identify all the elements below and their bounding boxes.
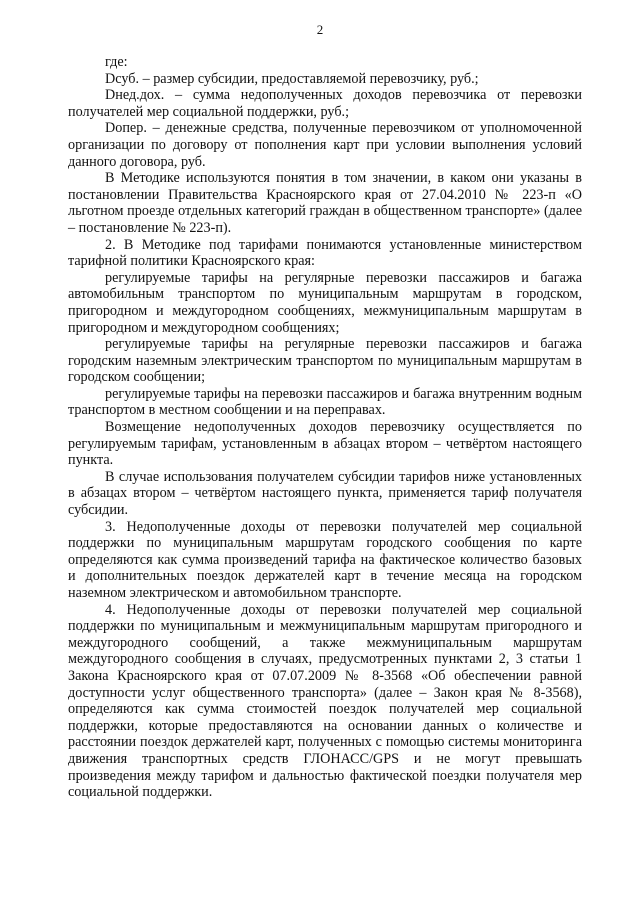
paragraph-section-4: 4. Недополученные доходы от перевозки получателей мер социальной поддержки по муниципальным и межмуниципальным маршрутам пригородного и междугородного сообщений, а также межмуниципальным маршрутам междугородного сообщения в случаях, предусмотренных пунктами 2, 3 статьи 1 Закона Красноярского края от 07.07.2009 № 8-3568 «Об обеспечении равной доступности услуг общественного транспорта» (далее – Закон края № 8-3568), определяются как сумма стоимостей поездок получателей мер социальной поддержки, которые предоставляются на основании данных о количестве и расстоянии поездок держателей карт, полученных с помощью системы мониторинга движения транспортных средств ГЛОНАСС/GPS и не могут превышать произведения между тарифом и дальностью фактической поездки получателя мер социальной поддержки. bbox=[68, 601, 582, 801]
paragraph-concepts: В Методике используются понятия в том значении, в каком они указаны в постановлении Правительства Красноярского края от 27.04.2010 № 223-п «О льготном проезде отдельных категорий граждан в общественном транспорте» (далее – постановление № 223-п). bbox=[68, 170, 582, 236]
paragraph-section-2: 2. В Методике под тарифами понимаются установленные министерством тарифной политики Красноярского края: bbox=[68, 236, 582, 270]
paragraph-dned-definition: Dнед.дох. – сумма недополученных доходов перевозчика от перевозки получателей мер социальной поддержки, руб.; bbox=[68, 87, 582, 120]
page-number: 2 bbox=[316, 22, 324, 37]
paragraph-tariffs-water: регулируемые тарифы на перевозки пассажиров и багажа внутренним водным транспортом в местном сообщении и на переправах. bbox=[68, 385, 582, 419]
document-body bbox=[68, 54, 582, 801]
paragraph-section-3: 3. Недополученные доходы от перевозки получателей мер социальной поддержки по муниципальным маршрутам городского сообщения по карте определяются как сумма произведений тарифа на фактическое количество базовых и дополнительных поездок держателей карт в течение месяца на городском наземном электрическом и автомобильном транспорте. bbox=[68, 518, 582, 601]
paragraph-compensation: Возмещение недополученных доходов перевозчику осуществляется по регулируемым тарифам, установленным в абзацах втором – четвёртом настоящего пункта. bbox=[68, 419, 582, 469]
paragraph-tariffs-auto: регулируемые тарифы на регулярные перевозки пассажиров и багажа автомобильным транспортом по муниципальным маршрутам в городском, пригородном и междугородном сообщениях, межмуниципальным маршрутам в пригородном и междугородном сообщениях; bbox=[68, 269, 582, 336]
paragraph-doper-definition: Dопер. – денежные средства, полученные перевозчиком от уполномоченной организации по договору от пополнения карт при условии выполнения условий данного договора, руб. bbox=[68, 120, 582, 170]
paragraph-where: где: bbox=[105, 54, 128, 70]
paragraph-tariffs-electric: регулируемые тарифы на регулярные перевозки пассажиров и багажа городским наземным электрическим транспортом по муниципальным маршрутам в городском сообщении; bbox=[68, 336, 582, 386]
paragraph-dsub-definition: Dсуб. – размер субсидии, предоставляемой перевозчику, руб.; bbox=[105, 70, 479, 87]
paragraph-lower-tariffs: В случае использования получателем субсидии тарифов ниже установленных в абзацах втором – четвёртом настоящего пункта, применяется тариф получателя субсидии. bbox=[68, 468, 582, 519]
